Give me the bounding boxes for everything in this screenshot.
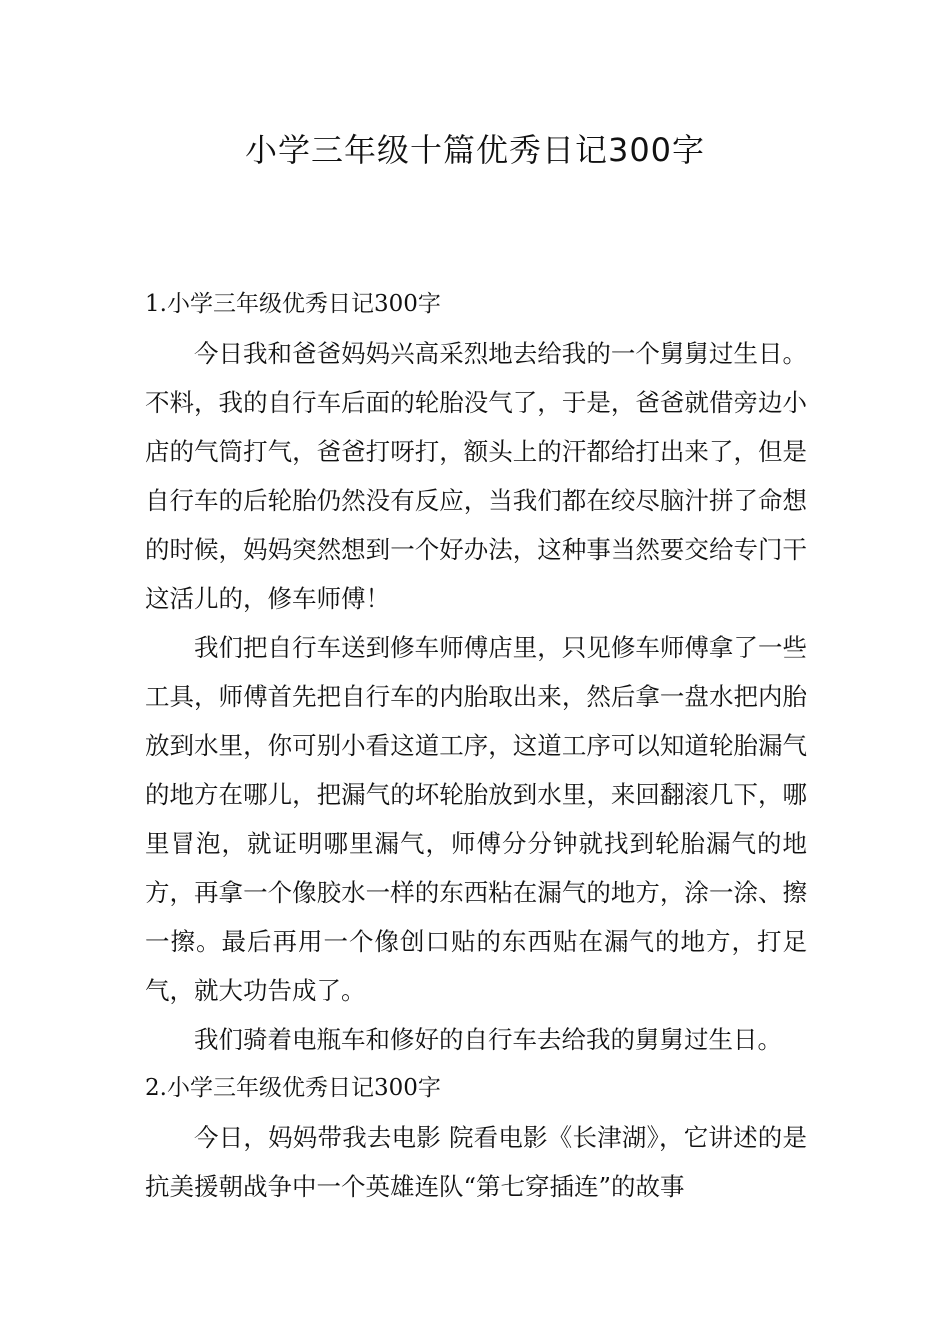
section-heading-2: 2.小学三年级优秀日记300字: [145, 1075, 441, 1101]
document-body: [145, 280, 807, 1211]
section-heading-1: 1.小学三年级优秀日记300字: [145, 291, 441, 317]
paragraph: 我们把自行车送到修车师傅店里，只见修车师傅拿了一些工具，师傅首先把自行车的内胎取出来，然后拿一盘水把内胎放到水里，你可别小看这道工序，这道工序可以知道轮胎漏气的地方在哪儿，把漏气的坏轮胎放到水里，来回翻滚几下，哪里冒泡，就证明哪里漏气，师傅分分钟就找到轮胎漏气的地方，再拿一个像胶水一样的东西粘在漏气的地方，涂一涂、擦一擦。最后再用一个像创口贴的东西贴在漏气的地方，打足气，就大功告成了。: [145, 633, 807, 1005]
document-title: 小学三年级十篇优秀日记300字: [244, 131, 706, 169]
paragraph: 今日，妈妈带我去电影 院看电影《长津湖》，它讲述的是抗美援朝战争中一个英雄连队“第七穿插连”的故事: [145, 1123, 807, 1201]
paragraph: 今日我和爸爸妈妈兴高采烈地去给我的一个舅舅过生日。不料，我的自行车后面的轮胎没气了，于是，爸爸就借旁边小店的气筒打气，爸爸打呀打，额头上的汗都给打出来了，但是自行车的后轮胎仍然没有反应，当我们都在绞尽脑汁拼了命想的时候，妈妈突然想到一个好办法，这种事当然要交给专门干这活儿的，修车师傅！: [145, 339, 807, 613]
paragraph: 我们骑着电瓶车和修好的自行车去给我的舅舅过生日。: [194, 1025, 782, 1054]
